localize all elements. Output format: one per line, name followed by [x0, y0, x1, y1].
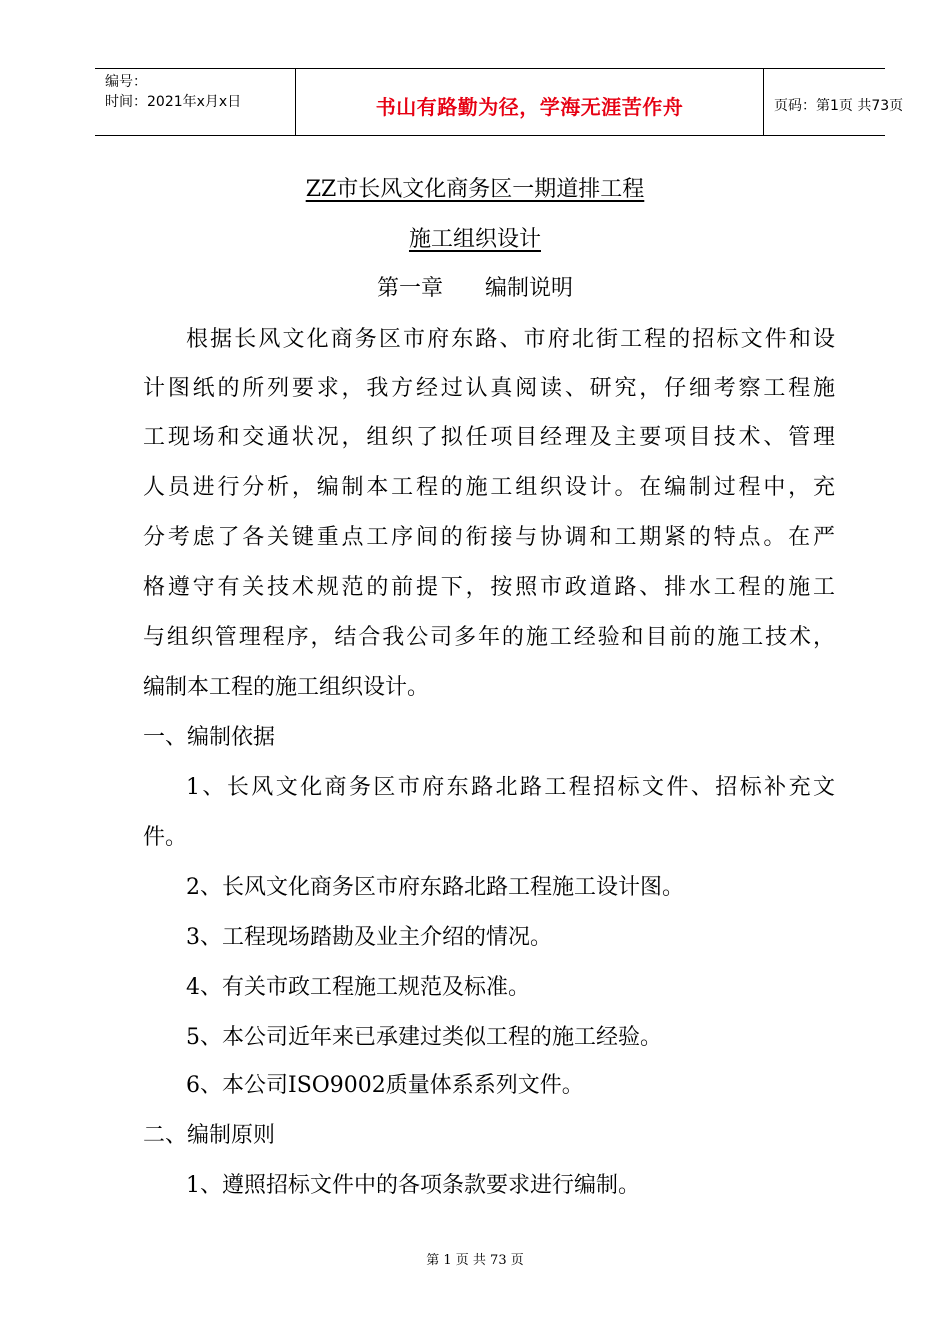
- document-subtitle: [0, 222, 950, 253]
- list-item: 1、遵照招标文件中的各项条款要求进行编制。: [186, 1173, 640, 1198]
- list-item: 3、工程现场踏勘及业主介绍的情况。: [186, 925, 552, 950]
- document-subtitle-text: 施工组织设计: [408, 227, 541, 252]
- chapter-heading: 第一章 编制说明: [377, 276, 573, 301]
- paragraph-line: 根据长风文化商务区市府东路、市府北街工程的招标文件和设: [186, 327, 835, 352]
- list-item: 6、本公司ISO9002质量体系系列文件。: [186, 1073, 584, 1098]
- paragraph-line: 人员进行分析，编制本工程的施工组织设计。在编制过程中，充: [143, 475, 835, 500]
- paragraph-line: 分考虑了各关键重点工序间的衔接与协调和工期紧的特点。在严: [143, 525, 835, 550]
- header-page-cell: [764, 69, 904, 135]
- list-item: 1、长风文化商务区市府东路北路工程招标文件、招标补充文: [186, 775, 835, 800]
- page-header: [95, 68, 904, 136]
- header-meta-cell: [95, 69, 296, 135]
- page-code-label: 页码：第1页 共73页: [774, 98, 904, 114]
- section-heading: 一、编制依据: [143, 725, 276, 750]
- paragraph-line: 格遵守有关技术规范的前提下，按照市政道路、排水工程的施工: [143, 575, 835, 600]
- paragraph-line: 工现场和交通状况，组织了拟任项目经理及主要项目技术、管理: [143, 425, 835, 450]
- list-item: 5、本公司近年来已承建过类似工程的施工经验。: [186, 1025, 662, 1050]
- paragraph-line: 编制本工程的施工组织设计。: [143, 675, 430, 700]
- section-heading: 二、编制原则: [143, 1123, 276, 1148]
- list-item-continuation: 件。: [143, 825, 188, 850]
- document-number-label: 编号：: [105, 74, 147, 90]
- motto-text: 书山有路勤为径，学海无涯苦作舟: [375, 95, 684, 119]
- document-title: [0, 172, 950, 203]
- list-item: 4、有关市政工程施工规范及标准。: [186, 975, 530, 1000]
- document-time-label: 时间：2021年x月x日: [105, 94, 242, 110]
- list-item: 2、长风文化商务区市府东路北路工程施工设计图。: [186, 875, 684, 900]
- page-footer: 第 1 页 共 73 页: [426, 1253, 524, 1268]
- paragraph-line: 与组织管理程序，结合我公司多年的施工经验和目前的施工技术，: [143, 625, 835, 650]
- paragraph-line: 计图纸的所列要求，我方经过认真阅读、研究，仔细考察工程施: [143, 376, 835, 401]
- document-title-text: ZZ市长风文化商务区一期道排工程: [305, 177, 645, 202]
- header-motto-cell: [296, 69, 764, 135]
